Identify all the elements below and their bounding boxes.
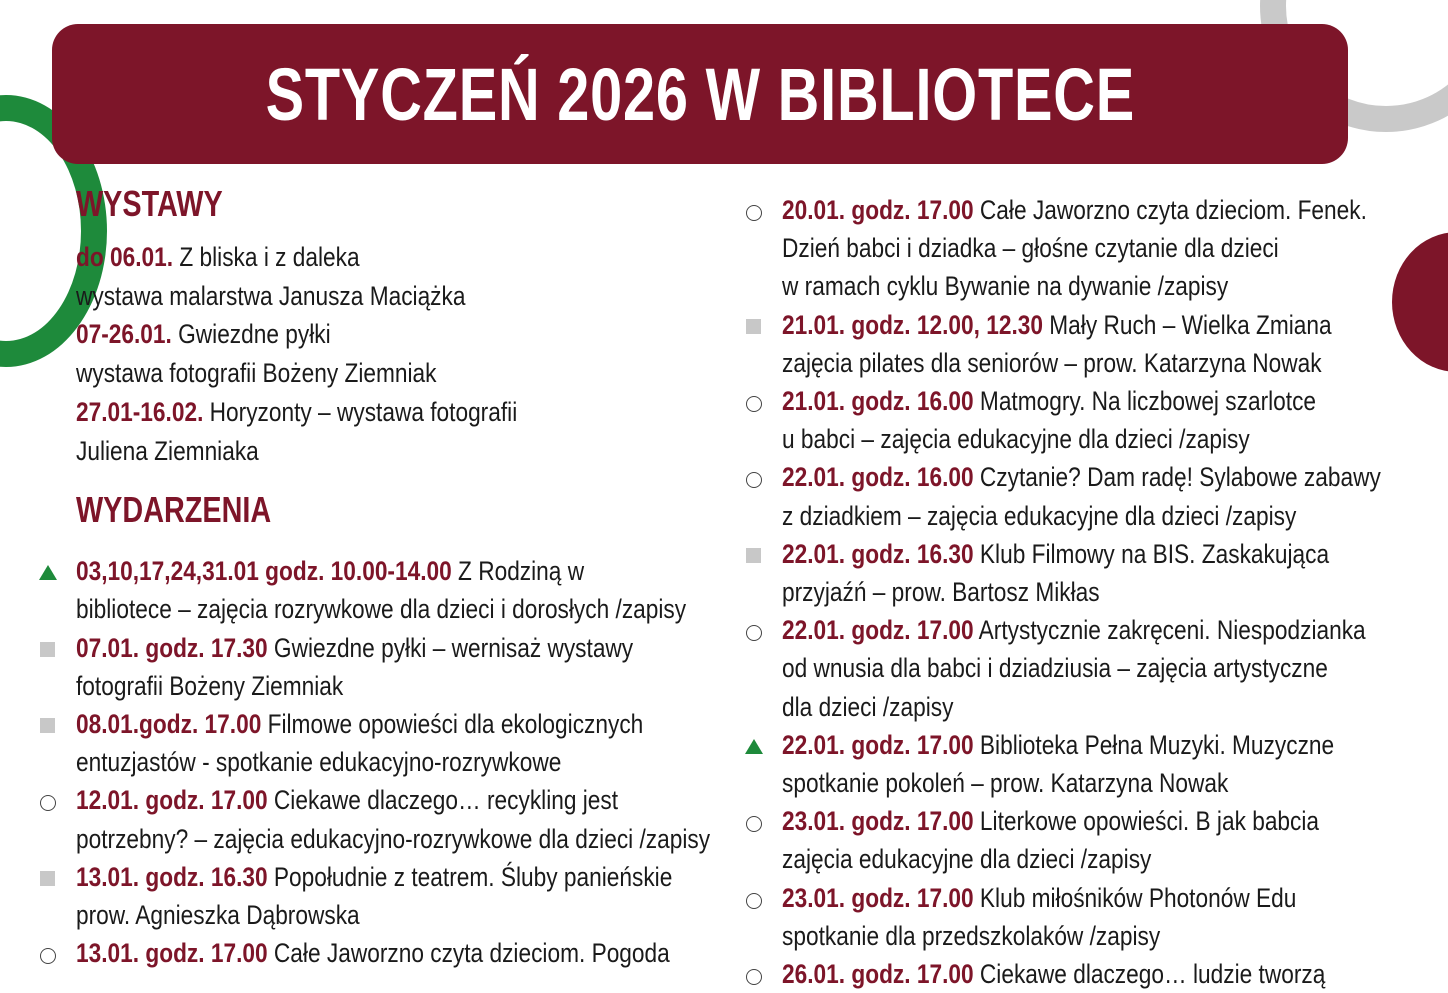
exhibition-line: 27.01-16.02. Horyzonty – wystawa fotografii (76, 396, 518, 427)
event-item: 08.01.godz. 17.00 Filmowe opowieści dla ekologicznych entuzjastów - spotkanie edukacyjno-rozrywkowe (40, 705, 730, 781)
children-category-icon (746, 969, 762, 985)
event-item: 22.01. godz. 16.00 Czytanie? Dam radę! Sylabowe zabawy z dziadkiem – zajęcia edukacyjne dla dzieci /zapisy (746, 458, 1436, 534)
events-heading: WYDARZENIA (76, 489, 272, 531)
exhibition-line: 07-26.01. Gwiezdne pyłki (76, 319, 331, 350)
adult-category-icon (40, 718, 55, 733)
left-column (40, 180, 730, 972)
event-item: 23.01. godz. 17.00 Literkowe opowieści. B jak babcia zajęcia edukacyjne dla dzieci /zapisy (746, 802, 1436, 878)
adult-category-icon (746, 319, 761, 334)
exhibition-line: do 06.01. Z bliska i z daleka (76, 242, 360, 272)
family-category-icon (745, 739, 763, 754)
children-category-icon (746, 205, 762, 221)
events-list-left (40, 552, 730, 972)
exhibition-line: wystawa fotografii Bożeny Ziemniak (76, 358, 437, 389)
children-category-icon (40, 948, 56, 964)
adult-category-icon (40, 871, 55, 886)
event-item: 13.01. godz. 16.30 Popołudnie z teatrem. Śluby panieńskie prow. Agnieszka Dąbrowska (40, 858, 730, 934)
event-item: 13.01. godz. 17.00 Całe Jaworzno czyta dzieciom. Pogoda (40, 934, 730, 972)
event-item: 22.01. godz. 16.30 Klub Filmowy na BIS. Zaskakująca przyjaźń – prow. Bartosz Mikłas (746, 535, 1436, 611)
children-category-icon (746, 625, 762, 641)
children-category-icon (746, 472, 762, 488)
event-item: 20.01. godz. 17.00 Całe Jaworzno czyta dzieciom. Fenek. Dzień babci i dziadka – głośne czytanie dla dzieci w ramach cyklu Bywanie na dywanie /zapisy (746, 191, 1436, 306)
right-column (746, 191, 1436, 993)
exhibition-line: wystawa malarstwa Janusza Maciążka (76, 280, 466, 311)
exhibitions-heading: WYSTAWY (76, 183, 223, 224)
children-category-icon (746, 816, 762, 832)
event-item: 03,10,17,24,31.01 godz. 10.00-14.00 Z Rodziną w bibliotece – zajęcia rozrywkowe dla dzieci i dorosłych /zapisy (40, 552, 730, 628)
title-banner (52, 24, 1348, 164)
exhibition-line: Juliena Ziemniaka (76, 435, 259, 466)
children-category-icon (746, 893, 762, 909)
event-item: 07.01. godz. 17.30 Gwiezdne pyłki – wernisaż wystawy fotografii Bożeny Ziemniak (40, 629, 730, 705)
event-item: 21.01. godz. 16.00 Matmogry. Na liczbowej szarlotce u babci – zajęcia edukacyjne dla dzieci /zapisy (746, 382, 1436, 458)
event-item: 21.01. godz. 12.00, 12.30 Mały Ruch – Wielka Zmiana zajęcia pilates dla seniorów – prow. Katarzyna Nowak (746, 306, 1436, 382)
event-item: 12.01. godz. 17.00 Ciekawe dlaczego… recykling jest potrzebny? – zajęcia edukacyjno-rozrywkowe dla dzieci /zapisy (40, 781, 730, 857)
family-category-icon (39, 565, 57, 580)
children-category-icon (746, 396, 762, 412)
exhibitions-list (40, 238, 730, 470)
event-item: 26.01. godz. 17.00 Ciekawe dlaczego… ludzie tworzą (746, 955, 1436, 993)
children-category-icon (40, 795, 56, 811)
event-item: 22.01. godz. 17.00 Artystycznie zakręceni. Niespodzianka od wnusia dla babci i dziadziusia – zajęcia artystyczne dla dzieci /zapisy (746, 611, 1436, 726)
adult-category-icon (746, 548, 761, 563)
event-item: 23.01. godz. 17.00 Klub miłośników Photonów Edu spotkanie dla przedszkolaków /zapisy (746, 879, 1436, 955)
adult-category-icon (40, 642, 55, 657)
event-item: 22.01. godz. 17.00 Biblioteka Pełna Muzyki. Muzyczne spotkanie pokoleń – prow. Katarzyna Nowak (746, 726, 1436, 802)
page-title: STYCZEŃ 2026 W BIBLIOTECE (265, 52, 1135, 136)
